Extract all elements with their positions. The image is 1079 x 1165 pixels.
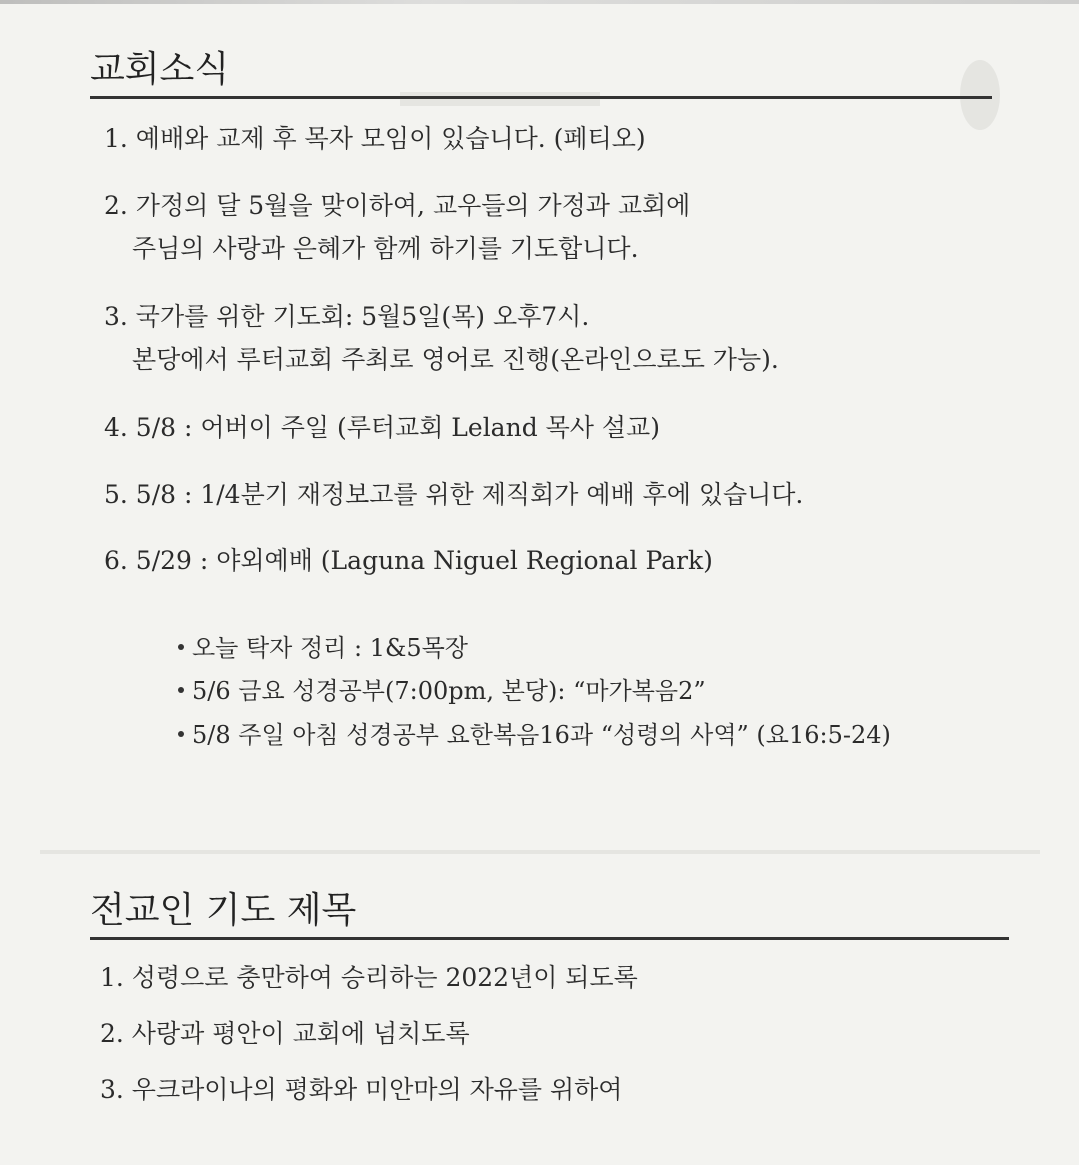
bullet-text: 5/6 금요 성경공부(7:00pm, 본당): “마가복음2” xyxy=(192,677,706,705)
bleed-through-mark xyxy=(40,850,1040,854)
bullet-dot-icon xyxy=(178,731,184,737)
prayer-divider xyxy=(90,937,1009,940)
bullet-dot-icon xyxy=(178,687,184,693)
bullet-text: 오늘 탁자 정리 : 1&5목장 xyxy=(192,634,468,662)
news-item-2-line-1: 2. 가정의 달 5월을 맞이하여, 교우들의 가정과 교회에 xyxy=(104,191,691,220)
news-item-5: 5. 5/8 : 1/4분기 재정보고를 위한 제직회가 예배 후에 있습니다. xyxy=(104,480,804,509)
bullet-item xyxy=(178,723,891,747)
bullet-text: 5/8 주일 아침 성경공부 요한복음16과 “성령의 사역” (요16:5-24) xyxy=(192,721,891,749)
prayer-item-3: 3. 우크라이나의 평화와 미안마의 자유를 위하여 xyxy=(100,1075,623,1104)
news-item-3-line-2: 본당에서 루터교회 주최로 영어로 진행(온라인으로도 가능). xyxy=(132,345,779,374)
prayer-heading: 전교인 기도 제목 xyxy=(90,890,357,931)
church-news-divider xyxy=(90,96,992,99)
prayer-item-1: 1. 성령으로 충만하여 승리하는 2022년이 되도록 xyxy=(100,963,638,992)
news-item-6: 6. 5/29 : 야외예배 (Laguna Niguel Regional Park) xyxy=(104,546,713,575)
bullet-dot-icon xyxy=(178,644,184,650)
scan-edge xyxy=(0,0,1079,4)
bleed-through-mark xyxy=(400,92,600,106)
bullet-item xyxy=(178,679,706,703)
news-item-1: 1. 예배와 교제 후 목자 모임이 있습니다. (페티오) xyxy=(104,124,646,153)
bullet-item xyxy=(178,636,468,660)
news-item-2-line-2: 주님의 사랑과 은혜가 함께 하기를 기도합니다. xyxy=(132,234,639,263)
church-news-heading: 교회소식 xyxy=(90,49,230,90)
prayer-item-2: 2. 사랑과 평안이 교회에 넘치도록 xyxy=(100,1019,470,1048)
bleed-through-mark xyxy=(960,60,1000,130)
news-item-3-line-1: 3. 국가를 위한 기도회: 5월5일(목) 오후7시. xyxy=(104,302,590,331)
news-item-4: 4. 5/8 : 어버이 주일 (루터교회 Leland 목사 설교) xyxy=(104,413,660,442)
